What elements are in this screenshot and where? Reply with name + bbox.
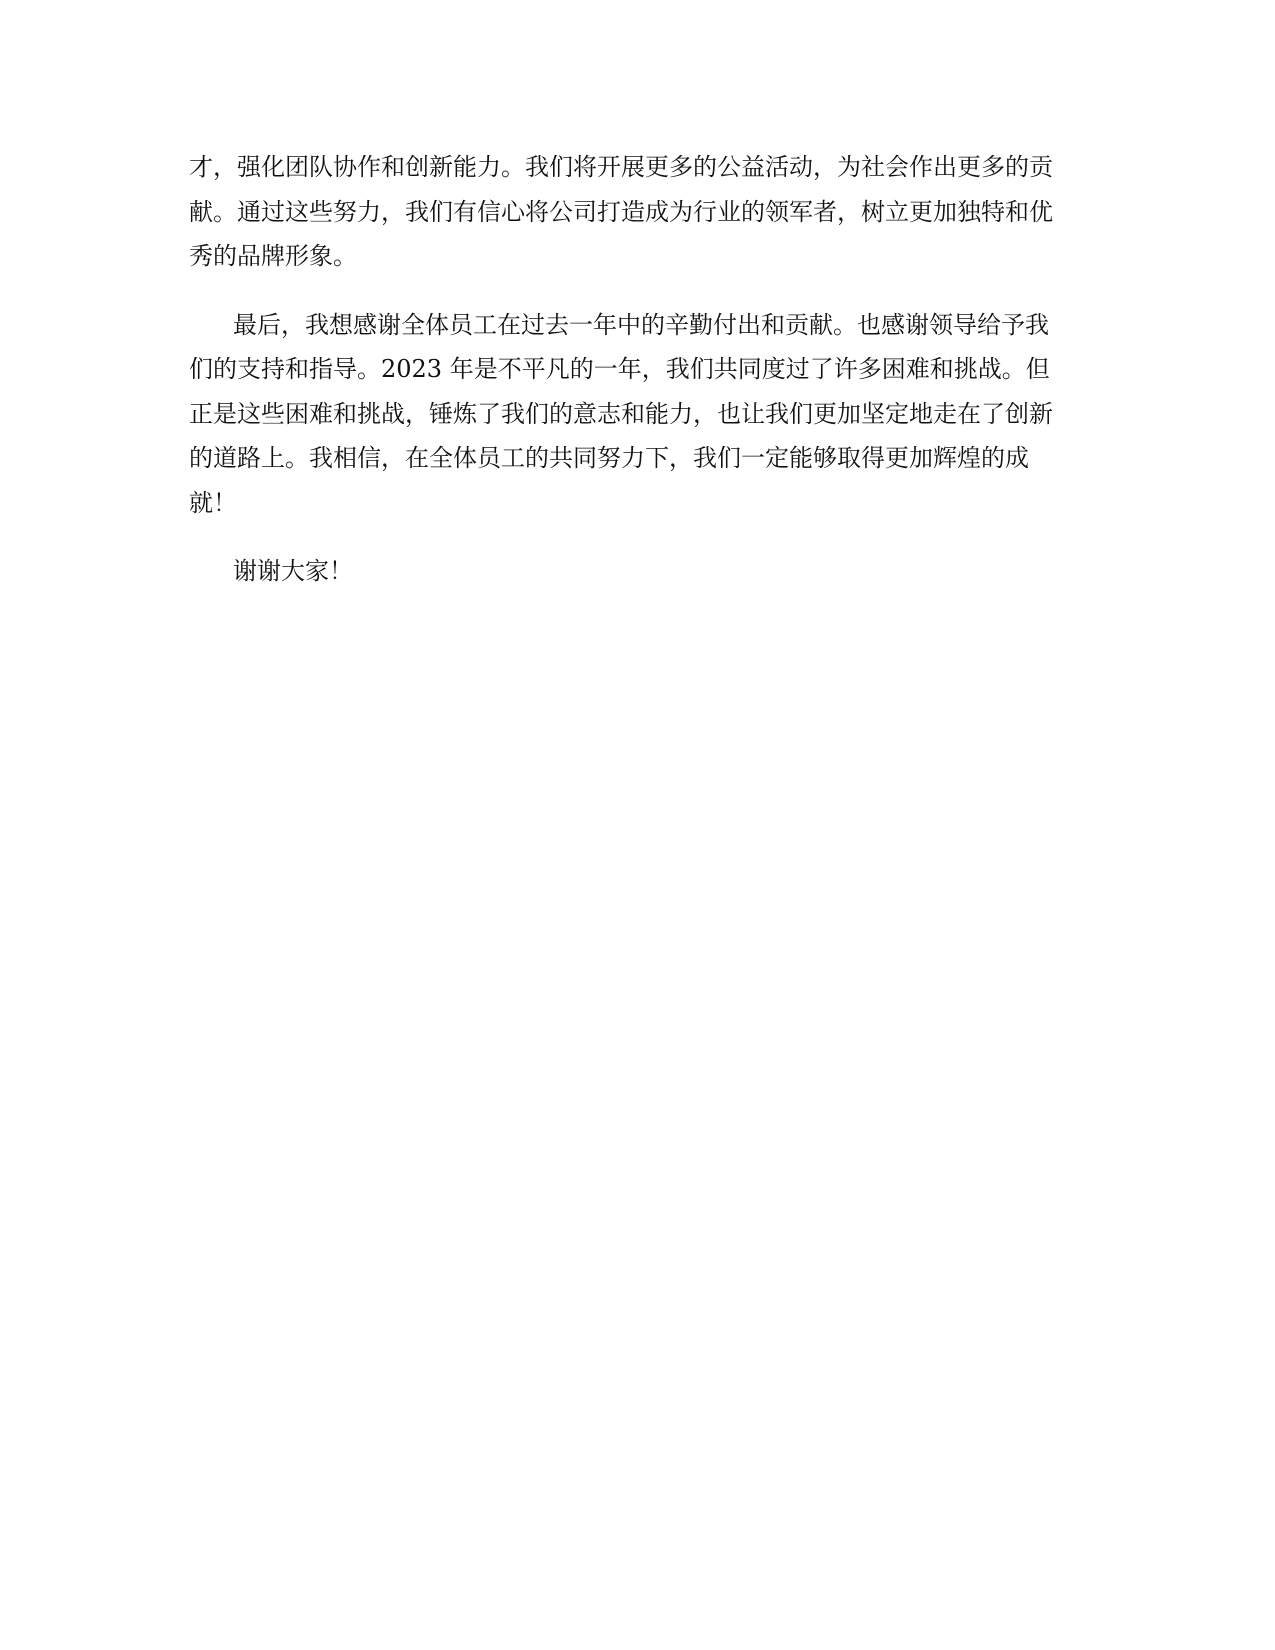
document-body — [189, 145, 1089, 618]
text-line: 才，强化团队协作和创新能力。我们将开展更多的公益活动，为社会作出更多的贡 — [189, 153, 1053, 181]
paragraph-thanks — [189, 303, 1089, 526]
text-line: 最后，我想感谢全体员工在过去一年中的辛勤付出和贡献。也感谢领导给予我 — [233, 310, 1049, 339]
paragraph-closing — [189, 549, 1089, 594]
text-line: 们的支持和指导。2023 年是不平凡的一年，我们共同度过了许多困难和挑战。但 — [189, 355, 1050, 383]
text-line: 秀的品牌形象。 — [189, 242, 357, 270]
text-line: 正是这些困难和挑战，锤炼了我们的意志和能力，也让我们更加坚定地走在了创新 — [189, 399, 1053, 428]
paragraph-continuation — [189, 145, 1089, 279]
text-line: 谢谢大家！ — [233, 557, 353, 585]
text-line: 就！ — [189, 488, 237, 517]
text-line: 的道路上。我相信，在全体员工的共同努力下，我们一定能够取得更加辉煌的成 — [189, 444, 1029, 472]
text-line: 献。通过这些努力，我们有信心将公司打造成为行业的领军者，树立更加独特和优 — [189, 197, 1053, 226]
